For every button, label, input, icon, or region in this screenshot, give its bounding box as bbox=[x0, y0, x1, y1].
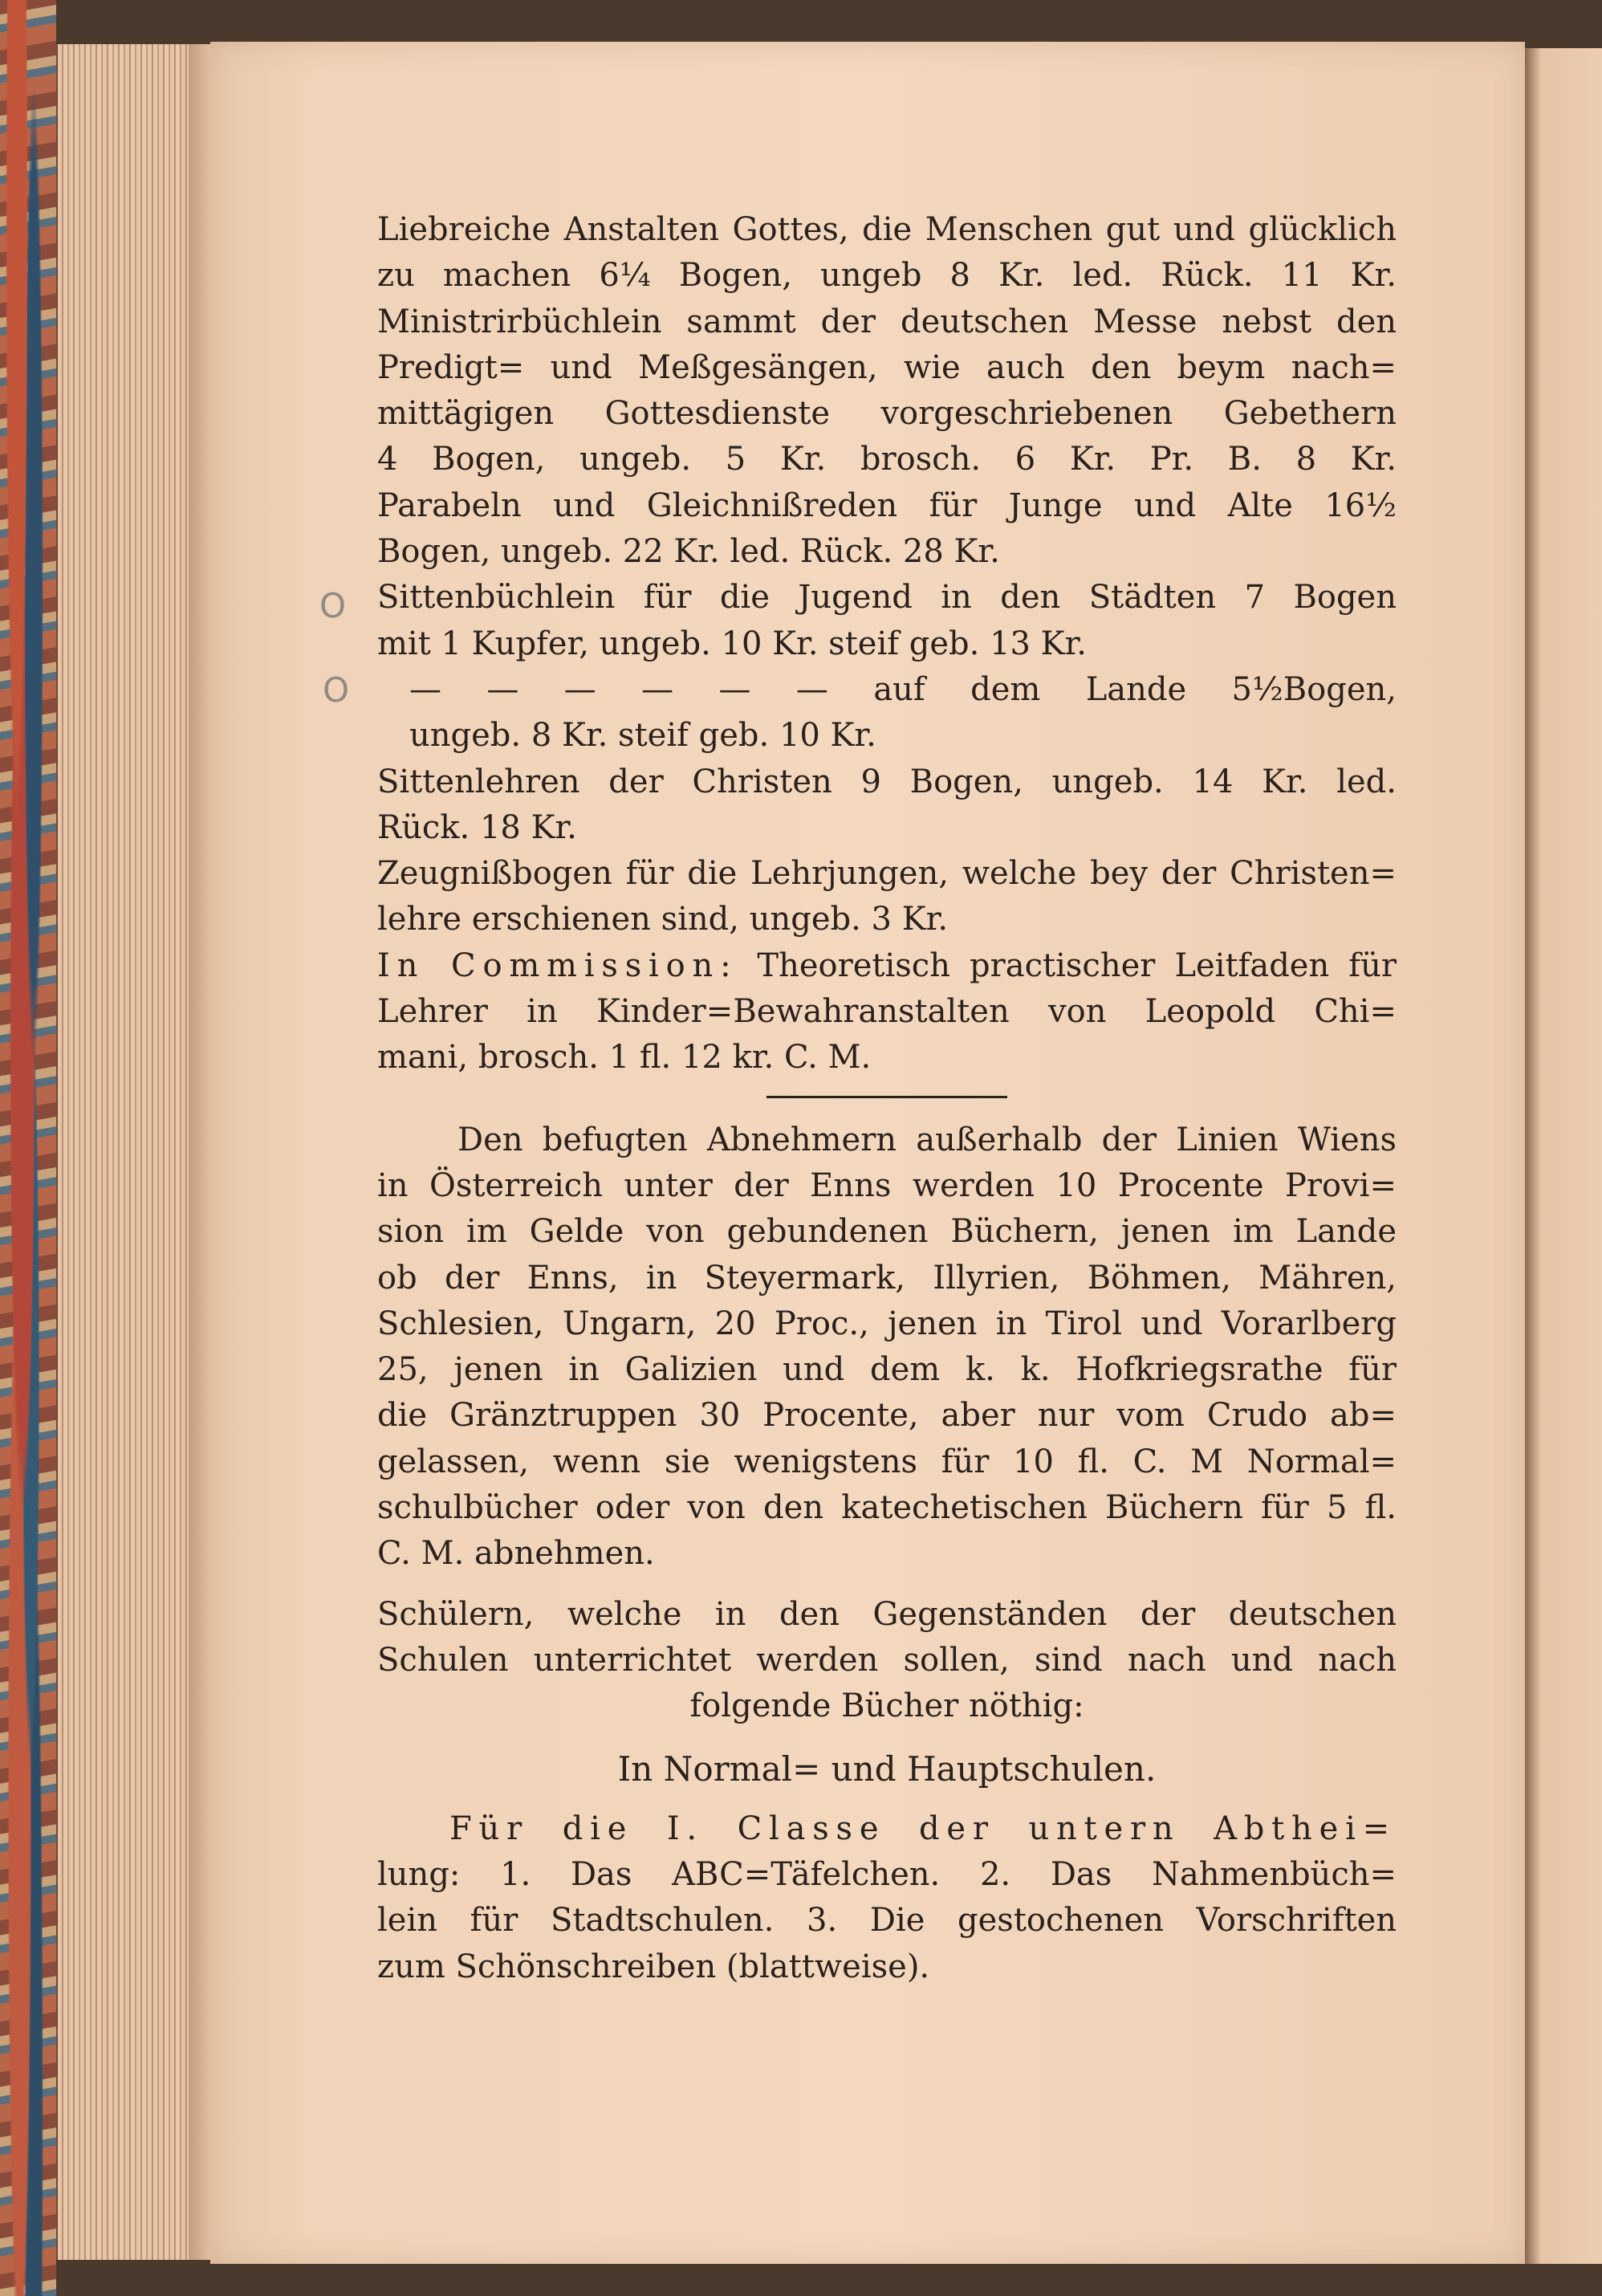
commission-first-line bbox=[377, 943, 1397, 989]
section-heading: In Normal= und Hauptschulen. bbox=[617, 1748, 1157, 1789]
paragraph-line: ob der Enns, in Steyermark, Illyrien, Böhmen, Mähren, bbox=[377, 1259, 1397, 1297]
catalog-entry bbox=[377, 667, 1397, 759]
paragraph-line: Den befugten Abnehmern außerhalb der Linien Wiens bbox=[457, 1121, 1397, 1158]
entry-line: mittägigen Gottesdienste vorgeschriebenen Gebethern bbox=[377, 395, 1397, 433]
class-paragraph bbox=[377, 1806, 1397, 1990]
paragraph-line: C. M. abnehmen. bbox=[377, 1535, 655, 1573]
catalog-entry bbox=[377, 483, 1397, 576]
commission-entry bbox=[377, 943, 1397, 1081]
catalog-entry bbox=[377, 299, 1397, 483]
catalog-entry bbox=[377, 207, 1397, 299]
entry-line: ungeb. 8 Kr. steif geb. 10 Kr. bbox=[409, 717, 876, 755]
provision-paragraph bbox=[377, 1117, 1397, 1577]
entry-line: — — — — — — auf dem Lande 5½Bogen, bbox=[409, 670, 1397, 708]
entry-line: Lehrer in Kinder=Bewahranstalten von Leopold Chi= bbox=[377, 993, 1397, 1031]
paragraph-line: Schlesien, Ungarn, 20 Proc., jenen in Tirol und Vorarlberg bbox=[377, 1305, 1397, 1342]
paragraph-line: Schülern, welche in den Gegenständen der deutschen bbox=[377, 1595, 1397, 1633]
entry-line: Parabeln und Gleichnißreden für Junge und Alte 16½ bbox=[377, 486, 1397, 524]
paragraph-line: zum Schönschreiben (blattweise). bbox=[377, 1948, 930, 1985]
commission-title: Theoretisch practischer Leitfaden für bbox=[757, 946, 1397, 984]
entry-line: Liebreiche Anstalten Gottes, die Menschen gut und glücklich bbox=[377, 211, 1397, 248]
catalog-entry bbox=[377, 759, 1397, 852]
paragraph-line: folgende Bücher nöthig: bbox=[689, 1687, 1084, 1725]
paragraph-line: in Österreich unter der Enns werden 10 Procente Provi= bbox=[377, 1166, 1397, 1204]
paragraph-line: 25, jenen in Galizien und dem k. k. Hofkriegsrathe für bbox=[377, 1351, 1397, 1389]
paragraph-line: schulbücher oder von den katechetischen Büchern für 5 fl. bbox=[377, 1489, 1397, 1527]
commission-label: In Commission: bbox=[377, 946, 738, 984]
entry-line: mit 1 Kupfer, ungeb. 10 Kr. steif geb. 13 Kr. bbox=[377, 625, 1088, 662]
paragraph-line: lein für Stadtschulen. 3. Die gestochenen Vorschriften bbox=[377, 1902, 1397, 1940]
facing-page-edge bbox=[1525, 48, 1602, 2264]
section-divider bbox=[766, 1096, 1007, 1098]
catalog-entry bbox=[377, 851, 1397, 943]
entry-line: Bogen, ungeb. 22 Kr. led. Rück. 28 Kr. bbox=[377, 533, 1000, 571]
entry-line: zu machen 6¼ Bogen, ungeb 8 Kr. led. Rück. 11 Kr. bbox=[377, 257, 1397, 295]
marbled-cover-edge bbox=[0, 0, 56, 2296]
paragraph-line: sion im Gelde von gebundenen Büchern, jenen im Lande bbox=[377, 1213, 1397, 1251]
entry-line: Predigt= und Meßgesängen, wie auch den beym nach= bbox=[377, 348, 1397, 386]
entry-line: Ministrirbüchlein sammt der deutschen Messe nebst den bbox=[377, 303, 1397, 340]
class-label: Für die I. Classe der untern Abthei= bbox=[449, 1810, 1397, 1847]
schools-paragraph bbox=[377, 1592, 1397, 1730]
paragraph-line: die Gränztruppen 30 Procente, aber nur vom Crudo ab= bbox=[377, 1397, 1397, 1435]
entry-line: mani, brosch. 1 fl. 12 kr. C. M. bbox=[377, 1039, 872, 1077]
entry-line: Zeugnißbogen für die Lehrjungen, welche bey der Christen= bbox=[377, 855, 1397, 893]
page-stack-edges bbox=[56, 44, 194, 2260]
entry-line: Sittenbüchlein für die Jugend in den Städten 7 Bogen bbox=[377, 579, 1397, 617]
entry-line: Rück. 18 Kr. bbox=[377, 808, 577, 846]
pencil-mark-circle: O bbox=[319, 586, 347, 625]
entry-line: 4 Bogen, ungeb. 5 Kr. brosch. 6 Kr. Pr. B. 8 Kr. bbox=[377, 441, 1397, 478]
paragraph-line: Schulen unterrichtet werden sollen, sind nach und nach bbox=[377, 1641, 1397, 1679]
entry-line: lehre erschienen sind, ungeb. 3 Kr. bbox=[377, 901, 949, 938]
entry-line: Sittenlehren der Christen 9 Bogen, ungeb. 14 Kr. led. bbox=[377, 763, 1397, 800]
paragraph-line: gelassen, wenn sie wenigstens für 10 fl. C. M Normal= bbox=[377, 1443, 1397, 1480]
book-gutter bbox=[189, 44, 213, 2260]
catalog-entry bbox=[377, 575, 1397, 667]
pencil-mark-circle: O bbox=[323, 670, 350, 710]
page-text bbox=[377, 207, 1397, 1990]
paragraph-line: lung: 1. Das ABC=Täfelchen. 2. Das Nahmenbüch= bbox=[377, 1856, 1397, 1894]
